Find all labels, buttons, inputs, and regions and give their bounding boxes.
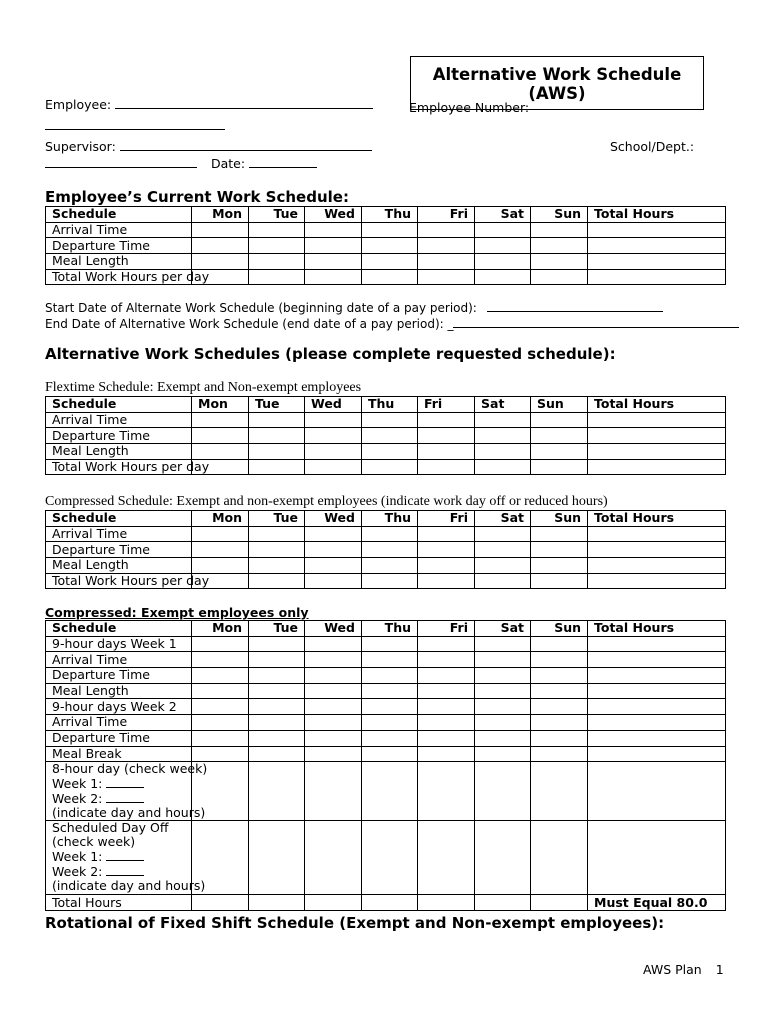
col-mon: Mon	[192, 207, 249, 223]
alt-schedules-heading: Alternative Work Schedules (please complete requested schedule):	[45, 345, 616, 363]
table-row	[46, 238, 726, 254]
row-label: Arrival Time	[46, 412, 192, 428]
start-date-line[interactable]	[487, 300, 663, 312]
page-number: 1	[715, 962, 724, 977]
table-row	[46, 412, 726, 428]
col-sat: Sat	[475, 207, 531, 223]
table-row	[46, 715, 726, 731]
col-schedule: Schedule	[46, 207, 192, 223]
col-total-hours: Total Hours	[588, 207, 726, 223]
row-label: Meal Length	[46, 444, 192, 460]
row-label: Arrival Time	[46, 222, 192, 238]
col-total-hours: Total Hours	[588, 511, 726, 527]
table-row	[46, 573, 726, 589]
col-sat: Sat	[475, 511, 531, 527]
table-header-row	[46, 511, 726, 527]
table-row	[46, 254, 726, 270]
col-thu: Thu	[362, 621, 418, 637]
current-schedule-heading: Employee’s Current Work Schedule:	[45, 188, 349, 206]
table-row	[46, 459, 726, 475]
row-label: Total Work Hours per day	[46, 269, 192, 285]
col-wed: Wed	[305, 621, 362, 637]
employee-line[interactable]	[115, 97, 373, 109]
compressed-exempt-caption: Compressed: Exempt employees only	[45, 605, 309, 620]
start-date-field	[45, 300, 663, 315]
end-date-line[interactable]	[453, 316, 637, 328]
supervisor-label: Supervisor:	[45, 139, 116, 154]
form-title-line1: Alternative Work Schedule	[432, 65, 682, 84]
row-label: Meal Length	[46, 254, 192, 270]
col-total-hours: Total Hours	[588, 621, 726, 637]
week2-line[interactable]	[106, 791, 144, 803]
must-equal-note: Must Equal 80.0	[588, 895, 726, 911]
compressed-exempt-table	[45, 620, 726, 911]
col-sun: Sun	[531, 511, 588, 527]
table-row-scheduled-off	[46, 821, 726, 895]
col-thu: Thu	[362, 511, 418, 527]
col-total-hours: Total Hours	[588, 397, 726, 413]
footer-text: AWS Plan	[643, 962, 702, 977]
col-tue: Tue	[249, 207, 305, 223]
flextime-table	[45, 396, 726, 475]
table-row	[46, 636, 726, 652]
row-label: Meal Break	[46, 746, 192, 762]
col-sun: Sun	[531, 621, 588, 637]
end-date-line-2[interactable]	[637, 316, 739, 328]
table-header-row	[46, 397, 726, 413]
employee-number-label: Employee Number:	[409, 100, 530, 115]
col-schedule: Schedule	[46, 397, 192, 413]
table-row	[46, 428, 726, 444]
col-fri: Fri	[418, 621, 475, 637]
end-date-field	[45, 316, 739, 331]
employee-field	[45, 97, 373, 112]
table-row-total	[46, 895, 726, 911]
col-wed: Wed	[305, 207, 362, 223]
row-label: Departure Time	[46, 238, 192, 254]
row-label: Departure Time	[46, 428, 192, 444]
table-row	[46, 683, 726, 699]
table-row	[46, 558, 726, 574]
compressed-table	[45, 510, 726, 589]
row-label: Arrival Time	[46, 715, 192, 731]
col-sun: Sun	[531, 207, 588, 223]
col-sat: Sat	[475, 621, 531, 637]
table-row	[46, 526, 726, 542]
col-fri: Fri	[418, 397, 475, 413]
col-sat: Sat	[475, 397, 531, 413]
start-date-label: Start Date of Alternate Work Schedule (beginning date of a pay period):	[45, 301, 477, 315]
col-thu: Thu	[362, 397, 418, 413]
rotational-heading: Rotational of Fixed Shift Schedule (Exempt and Non-exempt employees):	[45, 914, 665, 932]
school-dept-line[interactable]	[45, 156, 197, 168]
off-week1-line[interactable]	[106, 849, 144, 861]
row-label: Meal Length	[46, 558, 192, 574]
eight-hour-cell: 8-hour day (check week) Week 1: Week 2: (indicate day and hours)	[46, 762, 192, 821]
supervisor-field	[45, 139, 372, 154]
col-mon: Mon	[192, 511, 249, 527]
col-sun: Sun	[531, 397, 588, 413]
week1-line[interactable]	[106, 776, 144, 788]
col-tue: Tue	[249, 621, 305, 637]
col-tue: Tue	[249, 511, 305, 527]
col-wed: Wed	[305, 511, 362, 527]
total-hours-label: Total Hours	[46, 895, 192, 911]
table-header-row	[46, 207, 726, 223]
col-mon: Mon	[192, 397, 249, 413]
table-row	[46, 542, 726, 558]
row-label: Total Work Hours per day	[46, 573, 192, 589]
row-label: Arrival Time	[46, 526, 192, 542]
row-label: Arrival Time	[46, 652, 192, 668]
table-row	[46, 444, 726, 460]
col-fri: Fri	[418, 511, 475, 527]
date-line[interactable]	[249, 156, 317, 168]
employee-number-line[interactable]	[45, 118, 225, 130]
row-label: 9-hour days Week 1	[46, 636, 192, 652]
supervisor-line[interactable]	[120, 139, 372, 151]
end-date-label: End Date of Alternative Work Schedule (end date of a pay period): _	[45, 317, 454, 331]
table-row	[46, 699, 726, 715]
col-thu: Thu	[362, 207, 418, 223]
table-row	[46, 222, 726, 238]
table-row	[46, 269, 726, 285]
row-label: Departure Time	[46, 542, 192, 558]
row-label: Meal Length	[46, 683, 192, 699]
row-label: 9-hour days Week 2	[46, 699, 192, 715]
school-dept-label: School/Dept.:	[610, 139, 695, 154]
current-schedule-table	[45, 206, 726, 285]
col-fri: Fri	[418, 207, 475, 223]
page-footer	[643, 962, 724, 977]
row-label: Departure Time	[46, 730, 192, 746]
table-row	[46, 668, 726, 684]
table-row	[46, 730, 726, 746]
table-row	[46, 652, 726, 668]
table-row	[46, 746, 726, 762]
col-wed: Wed	[305, 397, 362, 413]
row-label: Departure Time	[46, 668, 192, 684]
compressed-caption: Compressed Schedule: Exempt and non-exempt employees (indicate work day off or reduced hours)	[45, 494, 608, 509]
form-title-line2: (AWS)	[528, 84, 586, 103]
flextime-caption: Flextime Schedule: Exempt and Non-exempt employees	[45, 380, 362, 395]
col-tue: Tue	[249, 397, 305, 413]
off-week2-line[interactable]	[106, 864, 144, 876]
col-mon: Mon	[192, 621, 249, 637]
scheduled-off-cell: Scheduled Day Off (check week) Week 1: Week 2: (indicate day and hours)	[46, 821, 192, 895]
table-header-row	[46, 621, 726, 637]
row-label: Total Work Hours per day	[46, 459, 192, 475]
table-row-eight-hour	[46, 762, 726, 821]
employee-label: Employee:	[45, 97, 112, 112]
date-label: Date:	[210, 156, 246, 171]
col-schedule: Schedule	[46, 621, 192, 637]
col-schedule: Schedule	[46, 511, 192, 527]
